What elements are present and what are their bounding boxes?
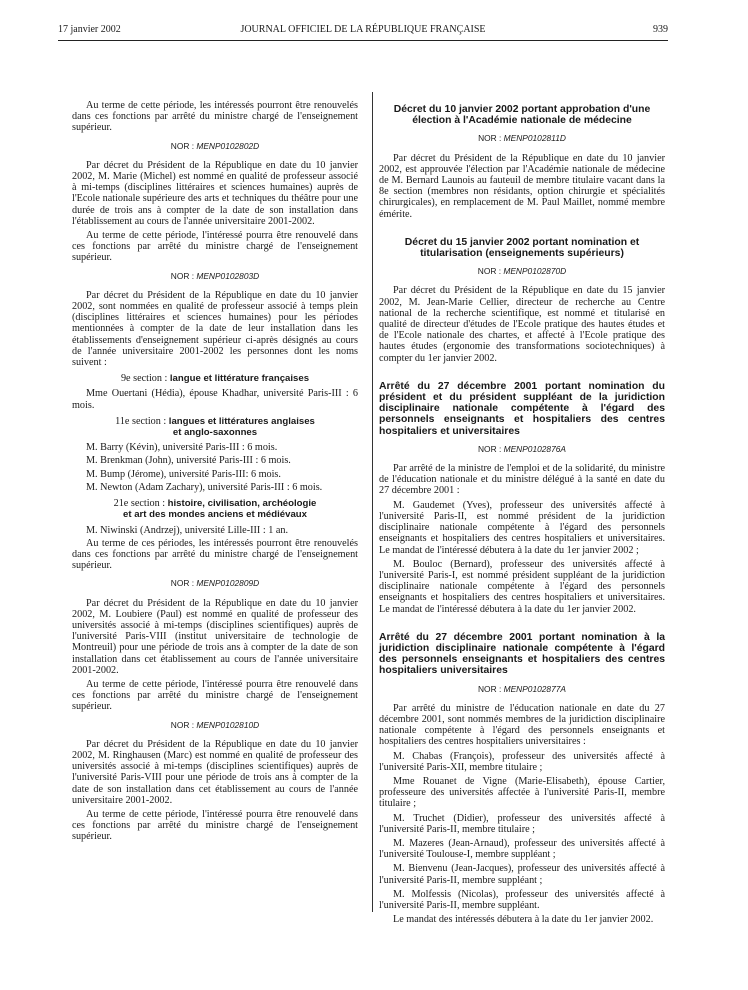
- list-item: M. Barry (Kévin), université Paris-III : 6 mois.: [86, 442, 278, 454]
- left-column: [72, 100, 358, 846]
- nor-reference: NOR : MENP0102877A: [478, 683, 566, 694]
- list-item: M. Mazeres (Jean-Arnaud), professeur des universités affecté à l'université Toulouse-I, membre suppléant ;: [379, 837, 665, 861]
- nor-reference: NOR : MENP0102810D: [170, 719, 260, 730]
- paragraph: M. Gaudemet (Yves), professeur des universités affecté à l'université Paris-II, est nommé président de la juridiction disciplinaire nationale compétente à l'égard des personnels enseignants et hospitaliers des centres hospitaliers et universitaires. Le mandat de l'intéressé débutera à la date du 1er janvier 2002 ;: [379, 499, 665, 556]
- paragraph: Le mandat des intéressés débutera à la date du 1er janvier 2002.: [393, 914, 654, 926]
- paragraph: Par décret du Président de la République en date du 10 janvier 2002, M. Ringhausen (Marc) est nommé en qualité de professeur des universités associé à mi-temps (disciplines scientifiques) auprès de l'université Paris-VIII pour une période de trois ans à compter de la date de son installation dans cet établissement au cours de l'année universitaire 2001-2002.: [72, 738, 358, 806]
- paragraph: Au terme de ces périodes, les intéressés pourront être renouvelés dans ces fonctions par arrêté du ministre chargé de l'enseignement supérieur.: [72, 537, 358, 572]
- list-item: M. Brenkman (John), université Paris-III : 6 mois.: [86, 455, 291, 467]
- paragraph: Par décret du Président de la République en date du 15 janvier 2002, M. Jean-Marie Cellier, directeur de recherche au Centre national de la recherche scientifique, est nommé et titularisé en qualité de directeur d'études de l'Ecole pratique des hautes études et de l'Ecole nationale des chartes, et affecté à l'Ecole pratique des hautes études (ergonomie des transformations sociotechniques) à compter du 1er janvier 2002.: [379, 285, 665, 364]
- list-item: M. Bienvenu (Jean-Jacques), professeur des universités affecté à l'université Paris-II, membre suppléant ;: [379, 863, 665, 886]
- section-heading: 21e section : histoire, civilisation, archéologie et art des mondes anciens et médiévaux: [113, 498, 317, 521]
- header-title: JOURNAL OFFICIEL DE LA RÉPUBLIQUE FRANÇAISE: [240, 24, 486, 35]
- nor-reference: NOR : MENP0102876A: [478, 443, 566, 454]
- decree-title: Décret du 10 janvier 2002 portant approbation d'une élection à l'Académie nationale de médecine: [393, 104, 651, 127]
- nor-reference: NOR : MENP0102870D: [477, 266, 567, 277]
- list-item: M. Niwinski (Andrzej), université Lille-III : 1 an.: [86, 524, 288, 536]
- list-item: M. Newton (Adam Zachary), université Paris-III : 6 mois.: [86, 481, 323, 493]
- list-item: M. Bump (Jérome), université Paris-III: 6 mois.: [86, 468, 281, 480]
- paragraph: Au terme de cette période, l'intéressé pourra être renouvelé dans ces fonctions par arrêté du ministre chargé de l'enseignement supérieur.: [72, 808, 358, 843]
- paragraph: Par arrêté du ministre de l'éducation nationale en date du 27 décembre 2001, sont nommés membres de la juridiction disciplinaire nationale compétente à l'égard des personnels enseignants et hospitaliers des centres hospitaliers universitaires :: [379, 702, 665, 748]
- paragraph: Par arrêté de la ministre de l'emploi et de la solidarité, du ministre de l'éducation nationale et du ministre délégué à la santé en date du 27 décembre 2001 :: [379, 463, 665, 497]
- paragraph: M. Bouloc (Bernard), professeur des universités affecté à l'université Paris-I, est nommé président suppléant de la juridiction disciplinaire nationale compétente à l'égard des personnels enseignants et hospitaliers des centres hospitaliers et universitaires. Le mandat de l'intéressé débutera à la date du 1er janvier 2002.: [379, 558, 665, 615]
- list-item: M. Chabas (François), professeur des universités affecté à l'université Paris-XII, membre titulaire ;: [379, 750, 665, 773]
- paragraph: Par décret du Président de la République en date du 10 janvier 2002, est approuvée l'élection par l'Académie nationale de médecine de M. Bernard Launois au fauteuil de membre titulaire vacant dans la 8e section (membres non résidants, option chirurgie et spécialités chirurgicales), en remplacement de M. Paul Maillet, nommé membre émérite.: [379, 152, 665, 220]
- paragraph: Au terme de cette période, l'intéressé pourra être renouvelé dans ces fonctions par arrêté du ministre chargé de l'enseignement supérieur.: [72, 230, 358, 264]
- section-heading: 11e section : langues et littératures anglaises et anglo-saxonnes: [115, 415, 315, 439]
- section-heading: 9e section : langue et littérature françaises: [120, 373, 310, 385]
- decree-title: Arrêté du 27 décembre 2001 portant nomination du président et du président suppléant de la juridiction disciplinaire nationale compétente à l'égard des personnels enseignants et hospitaliers des centres hospitaliers et universitaires: [379, 380, 665, 437]
- header-rule: [58, 40, 668, 41]
- paragraph: Par décret du Président de la République en date du 10 janvier 2002, M. Loubiere (Paul) est nommé en qualité de professeur des universités associé à mi-temps (disciplines scientifiques) auprès de l'université Paris-VIII (institut universitaire de technologie de Montreuil) pour une période de trois ans à compter de la date de son installation dans cet établissement au cours de l'année universitaire 2001-2002.: [72, 597, 358, 676]
- paragraph: Par décret du Président de la République en date du 10 janvier 2002, sont nommées en qualité de professeur associé à temps plein (disciplines littéraires et sciences humaines) pour les périodes mentionnées à compter de la date de leur installation dans les établissements d'enseignement supérieur ci-après désignés au cours de l'année universitaire 2001-2002 les personnes dont les noms suivent :: [72, 289, 358, 369]
- nor-reference: NOR : MENP0102811D: [478, 133, 566, 144]
- paragraph: Par décret du Président de la République en date du 10 janvier 2002, M. Marie (Michel) est nommé en qualité de professeur associé à mi-temps (disciplines littéraires et sciences humaines) auprès de l'Ecole nationale supérieure des arts et techniques du théâtre pour une durée de trois ans à compter de la date de son installation dans l'établissement au cours de l'année universitaire 2001-2002.: [72, 159, 358, 227]
- column-divider: [372, 92, 373, 912]
- list-item: M. Truchet (Didier), professeur des universités affecté à l'université Paris-II, membre titulaire ;: [379, 812, 665, 835]
- paragraph: Au terme de cette période, l'intéressé pourra être renouvelé dans ces fonctions par arrêté du ministre chargé de l'enseignement supérieur.: [72, 678, 358, 713]
- decree-title: Arrêté du 27 décembre 2001 portant nomination à la juridiction disciplinaire nationale compétente à l'égard des personnels enseignants et hospitaliers des centres hospitaliers universitaires: [379, 631, 665, 677]
- nor-reference: NOR : MENP0102802D: [170, 140, 260, 151]
- nor-reference: NOR : MENP0102803D: [170, 270, 260, 281]
- list-item: Mme Rouanet de Vigne (Marie-Elisabeth), épouse Cartier, professeure des universités affectée à l'université Paris-II, membre titulaire ;: [379, 775, 665, 810]
- paragraph: Mme Ouertani (Hédia), épouse Khadhar, université Paris-III : 6 mois.: [72, 388, 358, 411]
- page-header: [58, 24, 668, 38]
- nor-reference: NOR : MENP0102809D: [170, 578, 260, 589]
- page-number: 939: [653, 24, 668, 35]
- header-date: 17 janvier 2002: [58, 24, 121, 35]
- paragraph: Au terme de cette période, les intéressés pourront être renouvelés dans ces fonctions par arrêté du ministre chargé de l'enseignement supérieur.: [72, 100, 358, 134]
- right-column: [379, 98, 665, 928]
- list-item: M. Molfessis (Nicolas), professeur des universités affecté à l'université Paris-II, membre suppléant.: [379, 888, 665, 911]
- decree-title: Décret du 15 janvier 2002 portant nomination et titularisation (enseignements supérieurs): [404, 236, 640, 260]
